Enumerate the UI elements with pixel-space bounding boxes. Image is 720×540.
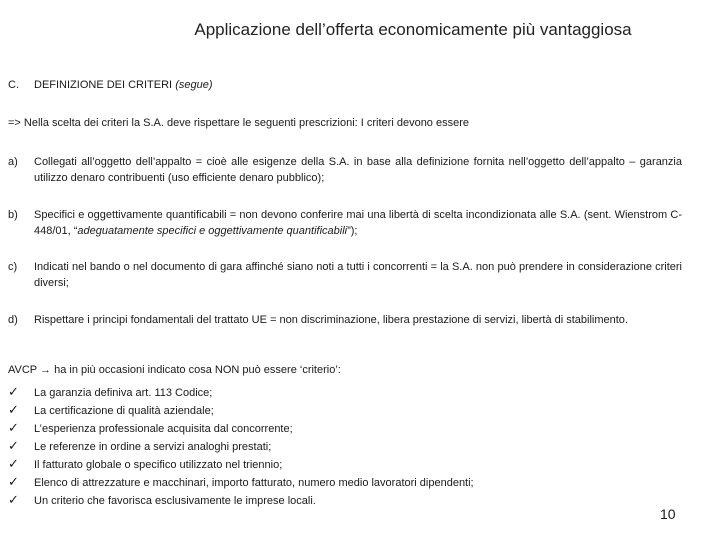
section-note: (segue) (175, 79, 213, 91)
list-item-text: Il fatturato globale o specifico utilizzato nel triennio; (34, 459, 283, 471)
criterion-text-part: ”); (347, 225, 358, 237)
criterion-b (8, 207, 682, 239)
check-icon: ✓ (8, 438, 19, 453)
criterion-label: b) (8, 209, 18, 221)
avcp-text: ha in più occasioni indicato cosa NON può essere ‘criterio’: (54, 364, 341, 376)
list-item-text: L’esperienza professionale acquisita dal concorrente; (34, 423, 293, 435)
criterion-text: Rispettare i principi fondamentali del trattato UE = non discriminazione, libera prestazione di servizi, libertà di stabilimento. (34, 314, 628, 326)
check-icon: ✓ (8, 420, 19, 435)
list-item-text: La certificazione di qualità aziendale; (34, 405, 214, 417)
section-heading (8, 79, 212, 91)
criterion-text: Indicati nel bando o nel documento di gara affinché siano noti a tutti i concorrenti = la S.A. non può prendere in considerazione criteri diversi; (34, 261, 682, 289)
check-icon: ✓ (8, 456, 19, 471)
section-letter: C. (8, 79, 19, 91)
criterion-a (8, 154, 682, 186)
section-title: DEFINIZIONE DEI CRITERI (34, 79, 173, 91)
criterion-label: c) (8, 261, 18, 273)
avcp-prefix: AVCP (8, 364, 37, 376)
criterion-label: a) (8, 156, 18, 168)
criterion-d (8, 312, 682, 328)
criterion-text: Collegati all’oggetto dell’appalto = cioè alle esigenze della S.A. in base alla definizione fornita nell’oggetto dell’appalto – garanzia utilizzo denaro contribuenti (uso efficiente denaro pubblico); (34, 156, 682, 184)
page-number: 10 (660, 506, 676, 522)
check-icon: ✓ (8, 474, 19, 489)
check-icon: ✓ (8, 492, 19, 507)
list-item (8, 383, 474, 401)
criterion-c (8, 259, 682, 291)
criterion-text-italic: adeguatamente specifici e oggettivamente quantificabili (77, 225, 348, 237)
list-item-text: La garanzia definiva art. 113 Codice; (34, 387, 213, 399)
list-item-text: Un criterio che favorisca esclusivamente le imprese locali. (34, 495, 316, 507)
list-item (8, 491, 474, 509)
list-item (8, 473, 474, 491)
list-item (8, 455, 474, 473)
criterion-text-part: Specifici e oggettivamente quantificabili = non devono conferire mai una libertà di scelta incondizionata alle S.A. (sent. Wienstrom C-448/01, “ (34, 209, 682, 237)
list-item-text: Elenco di attrezzature e macchinari, importo fatturato, numero medio lavoratori dipendenti; (34, 477, 474, 489)
slide-title: Applicazione dell’offerta economicamente più vantaggiosa (194, 20, 632, 39)
not-criteria-list (8, 383, 474, 509)
list-item (8, 437, 474, 455)
criterion-label: d) (8, 314, 18, 326)
arrow-right-icon: → (40, 364, 52, 376)
list-item (8, 419, 474, 437)
criterion-text (34, 207, 682, 239)
list-item (8, 401, 474, 419)
intro-text: => Nella scelta dei criteri la S.A. deve rispettare le seguenti prescrizioni: I criteri devono essere (8, 117, 469, 129)
check-icon: ✓ (8, 402, 19, 417)
avcp-line (8, 364, 341, 376)
check-icon: ✓ (8, 384, 19, 399)
list-item-text: Le referenze in ordine a servizi analoghi prestati; (34, 441, 272, 453)
